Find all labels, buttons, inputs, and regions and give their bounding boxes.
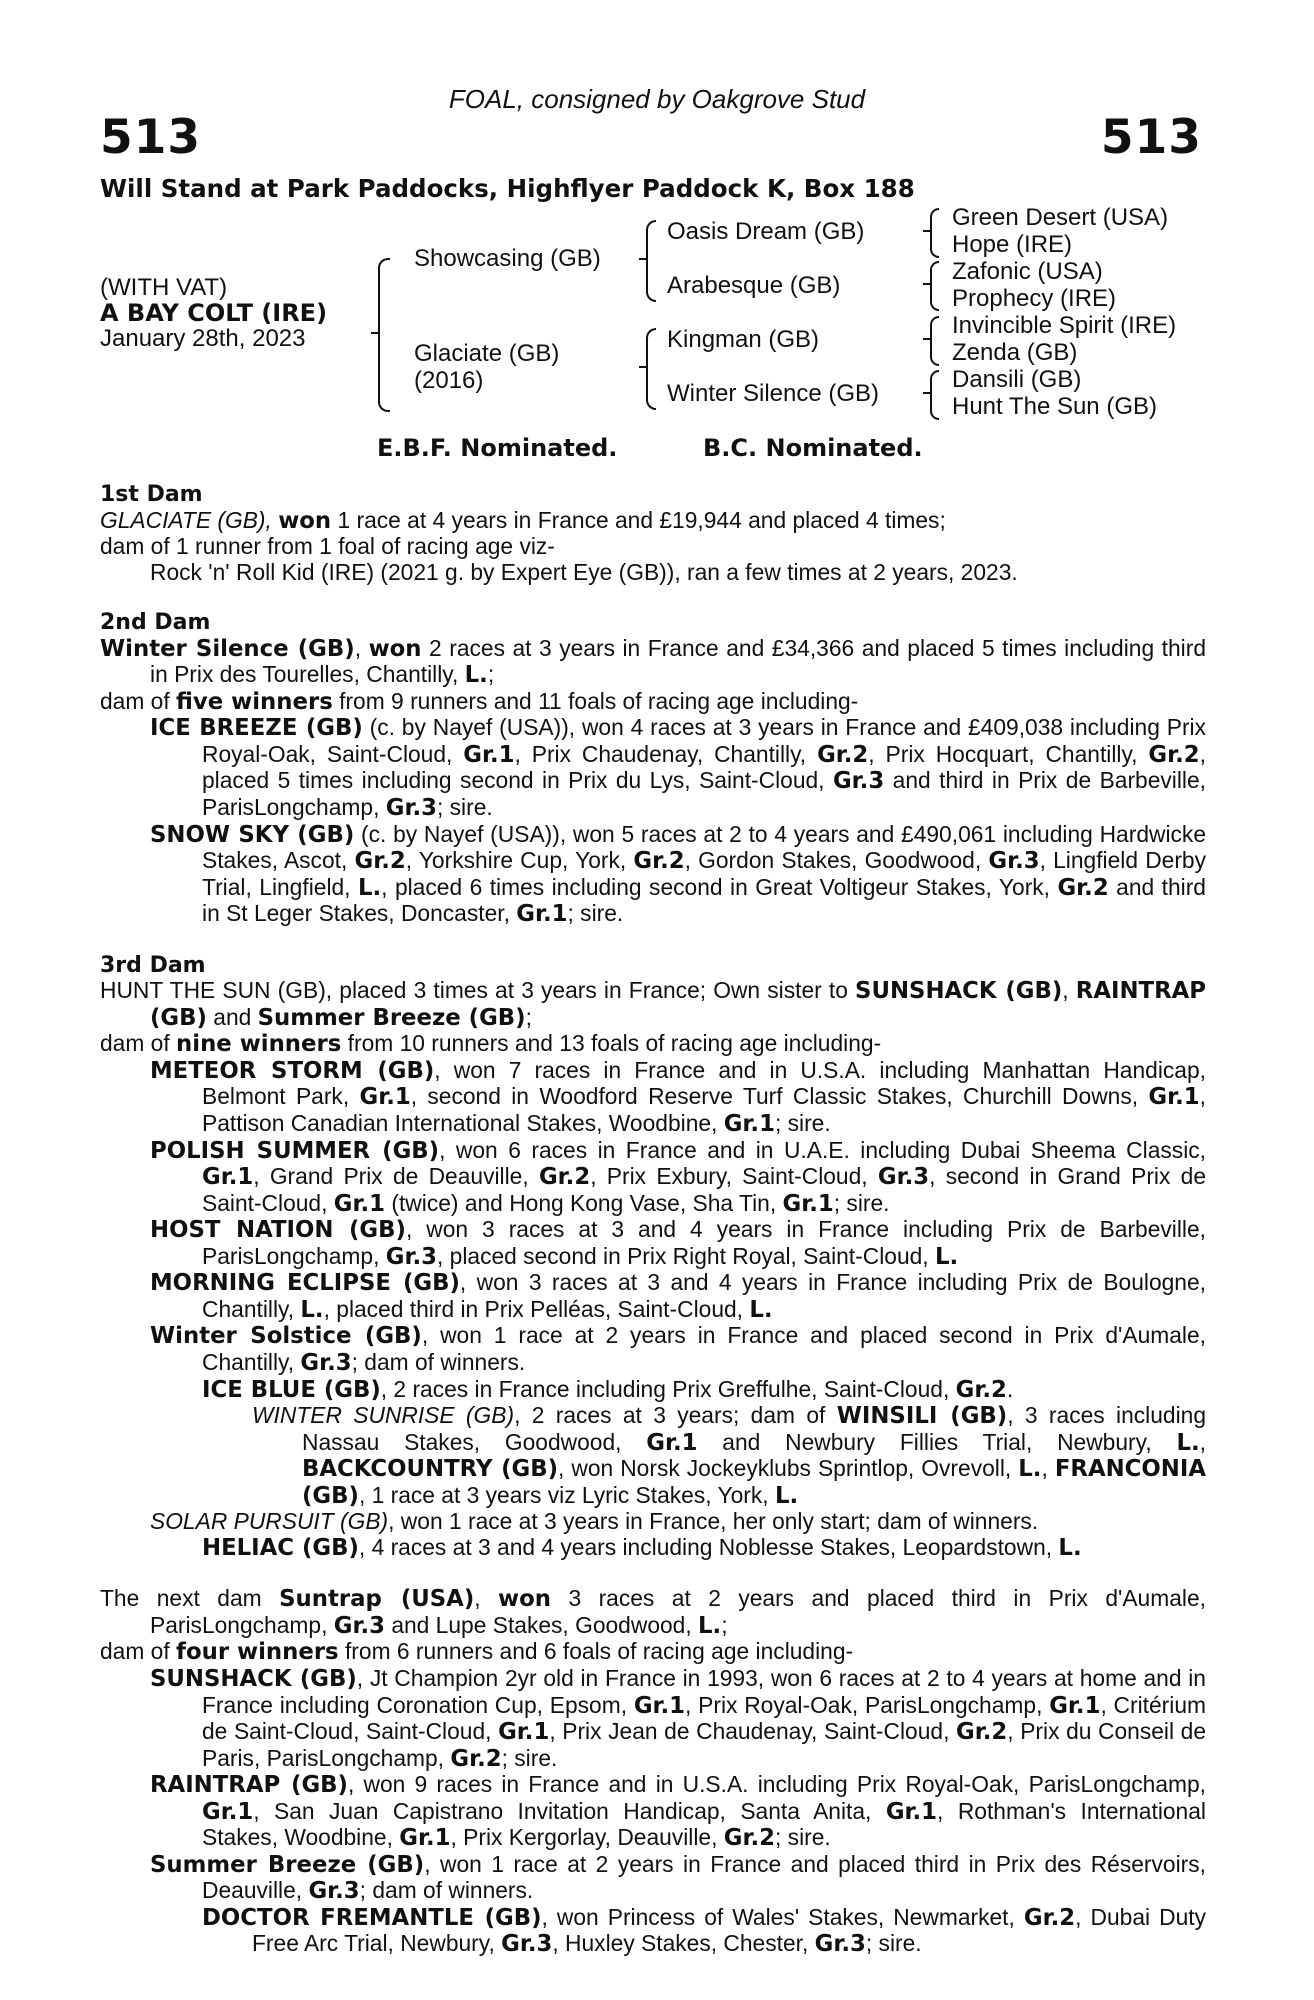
summer-breeze-entry: Summer Breeze (GB), won 1 race at 2 years in France and placed third in Prix des Réservoirs, Deauville, Gr.3; dam of winners.	[150, 1850, 1206, 1905]
first-dam-name: GLACIATE (GB),	[100, 506, 272, 533]
stand-info: Will Stand at Park Paddocks, Highflyer Paddock K, Box 188	[100, 174, 915, 203]
pedigree-brace-g3-4-tip	[923, 392, 930, 394]
pedigree-brace-g3-4	[930, 370, 939, 420]
doctor-fremantle-entry: DOCTOR FREMANTLE (GB), won Princess of Wales' Stakes, Newmarket, Gr.2, Dubai Duty Free Arc Trial, Newbury, Gr.3, Huxley Stakes, Chester, Gr.3; sire.	[202, 1903, 1206, 1958]
next-dam-produce-summary: dam of four winners from 6 runners and 6 foals of racing age including-	[100, 1638, 854, 1666]
pedigree-brace-sire	[646, 220, 656, 302]
second-dam-won: won	[368, 635, 422, 662]
first-dam-runner: Rock 'n' Roll Kid (IRE) (2021 g. by Expert Eye (GB)), ran a few times at 2 years, 2023.	[150, 558, 1018, 585]
third-dam-produce-summary: dam of nine winners from 10 runners and 13 foals of racing age including-	[100, 1030, 882, 1058]
second-dam-name: Winter Silence (GB)	[100, 635, 355, 662]
pedigree-sire-sire: Oasis Dream (GB)	[667, 218, 865, 245]
sunshack-entry: SUNSHACK (GB), Jt Champion 2yr old in France in 1993, won 6 races at 2 to 4 years at home and in France including Coronation Cup, Epsom, Gr.1, Prix Royal-Oak, ParisLongchamp, Gr.1, Critérium de Saint-Cloud, Saint-Cloud, Gr.1, Prix Jean de Chaudenay, Saint-Cloud, Gr.2, Prix du Conseil de Paris, ParisLongchamp, Gr.2; sire.	[150, 1664, 1207, 1772]
pedigree-g3-8: Hunt The Sun (GB)	[952, 393, 1157, 420]
pedigree-g3-1: Green Desert (USA)	[952, 204, 1169, 231]
first-dam-record	[100, 508, 1206, 535]
pedigree-brace-g3-3	[930, 316, 939, 366]
ebf-nominated: E.B.F. Nominated.	[377, 434, 618, 462]
consignor-line: FOAL, consigned by Oakgrove Stud	[448, 84, 866, 114]
ice-blue-entry: ICE BLUE (GB), 2 races in France including Prix Greffulhe, Saint-Cloud, Gr.2.	[202, 1375, 1014, 1403]
vat-label: (WITH VAT)	[100, 274, 228, 301]
pedigree-brace-dam	[646, 328, 656, 410]
pedigree-brace-dam-tip	[639, 366, 646, 368]
first-dam-record-text: 1 race at 4 years in France and £19,944 and placed 4 times;	[331, 506, 946, 533]
pedigree-g3-4: Prophecy (IRE)	[952, 285, 1117, 312]
pedigree-brace-main	[378, 258, 390, 412]
lot-number-left: 513	[100, 110, 202, 165]
third-dam-record: HUNT THE SUN (GB), placed 3 times at 3 years in France; Own sister to SUNSHACK (GB), RAINTRAP (GB) and Summer Breeze (GB);	[100, 977, 1206, 1031]
first-dam-produce-summary: dam of 1 runner from 1 foal of racing age viz-	[100, 533, 555, 560]
meteor-storm-entry: METEOR STORM (GB), won 7 races in France and in U.S.A. including Manhattan Handicap, Belmont Park, Gr.1, second in Woodford Reserve Turf Classic Stakes, Churchill Downs, Gr.1, Pattison Canadian International Stakes, Woodbine, Gr.1; sire.	[150, 1056, 1206, 1138]
third-dam-heading: 3rd Dam	[100, 952, 206, 978]
pedigree-brace-main-tip	[371, 332, 378, 334]
second-dam-produce-summary: dam of five winners from 9 runners and 11 foals of racing age including-	[100, 687, 859, 715]
winter-sunrise-entry: WINTER SUNRISE (GB), 2 races at 3 years; dam of WINSILI (GB), 3 races including Nassau Stakes, Goodwood, Gr.1 and Newbury Fillies Trial, Newbury, L., BACKCOUNTRY (GB), won Norsk Jockeyklubs Sprintlop, Ovrevoll, L., FRANCONIA (GB), 1 race at 3 years viz Lyric Stakes, York, L.	[252, 1402, 1206, 1509]
host-nation-entry: HOST NATION (GB), won 3 races at 3 and 4 years in France including Prix de Barbeville, ParisLongchamp, Gr.3, placed second in Prix Right Royal, Saint-Cloud, L.	[150, 1216, 1207, 1270]
next-dam-record: The next dam Suntrap (USA), won 3 races at 2 years and placed third in Prix d'Aumale, ParisLongchamp, Gr.3 and Lupe Stakes, Goodwood, L.;	[100, 1585, 1206, 1639]
pedigree-brace-g3-1	[930, 208, 939, 258]
lot-number-right: 513	[1100, 110, 1202, 165]
pedigree-g3-3: Zafonic (USA)	[952, 258, 1103, 285]
foaling-date: January 28th, 2023	[100, 325, 306, 352]
bc-nominated: B.C. Nominated.	[703, 434, 923, 462]
ice-breeze-name: ICE BREEZE (GB)	[150, 715, 363, 742]
snow-sky-name: SNOW SKY (GB)	[150, 821, 355, 848]
pedigree-brace-g3-1-tip	[923, 230, 930, 232]
horse-name: A BAY COLT (IRE)	[100, 299, 328, 327]
heliac-entry: HELIAC (GB), 4 races at 3 and 4 years including Noblesse Stakes, Leopardstown, L.	[202, 1533, 1082, 1561]
catalogue-body	[100, 482, 1206, 1958]
pedigree-g3-7: Dansili (GB)	[952, 366, 1082, 393]
raintrap-entry: RAINTRAP (GB), won 9 races in France and in U.S.A. including Prix Royal-Oak, ParisLongchamp, Gr.1, San Juan Capistrano Invitation Handicap, Santa Anita, Gr.1, Rothman's International Stakes, Woodbine, Gr.1, Prix Kergorlay, Deauville, Gr.2; sire.	[150, 1771, 1206, 1852]
pedigree-g3-6: Zenda (GB)	[952, 339, 1078, 366]
pedigree-brace-g3-2	[930, 261, 939, 311]
pedigree-brace-sire-tip	[639, 258, 646, 260]
pedigree-sire-dam: Arabesque (GB)	[667, 272, 841, 299]
snow-sky-entry: SNOW SKY (GB) (c. by Nayef (USA)), won 5 races at 2 to 4 years and £490,061 including Hardwicke Stakes, Ascot, Gr.2, Yorkshire Cup, York, Gr.2, Gordon Stakes, Goodwood, Gr.3, Lingfield Derby Trial, Lingfield, L., placed 6 times including second in Great Voltigeur Stakes, York, Gr.2 and third in St Leger Stakes, Doncaster, Gr.1; sire.	[150, 820, 1207, 928]
pedigree-brace-g3-2-tip	[923, 283, 930, 285]
ice-breeze-entry: ICE BREEZE (GB) (c. by Nayef (USA)), won 4 races at 3 years in France and £409,038 including Prix Royal-Oak, Saint-Cloud, Gr.1, Prix Chaudenay, Chantilly, Gr.2, Prix Hocquart, Chantilly, Gr.2, placed 5 times including second in Prix du Lys, Saint-Cloud, Gr.3 and third in Prix de Barbeville, ParisLongchamp, Gr.3; sire.	[150, 714, 1207, 822]
winter-solstice-entry: Winter Solstice (GB), won 1 race at 2 years in France and placed second in Prix d'Aumale, Chantilly, Gr.3; dam of winners.	[150, 1322, 1206, 1376]
second-dam-heading: 2nd Dam	[100, 610, 211, 636]
pedigree-dam-year: (2016)	[414, 367, 484, 394]
pedigree-dam-dam: Winter Silence (GB)	[667, 380, 880, 407]
first-dam-won: won	[278, 507, 332, 534]
pedigree-dam-sire: Kingman (GB)	[667, 326, 820, 353]
solar-pursuit-entry: SOLAR PURSUIT (GB), won 1 race at 3 years in France, her only start; dam of winners.	[150, 1508, 1039, 1535]
polish-summer-entry: POLISH SUMMER (GB), won 6 races in France and in U.A.E. including Dubai Sheema Classic, Gr.1, Grand Prix de Deauville, Gr.2, Prix Exbury, Saint-Cloud, Gr.3, second in Grand Prix de Saint-Cloud, Gr.1 (twice) and Hong Kong Vase, Sha Tin, Gr.1; sire.	[150, 1136, 1206, 1217]
first-dam-heading: 1st Dam	[100, 482, 203, 507]
pedigree-brace-g3-3-tip	[923, 338, 930, 340]
morning-eclipse-entry: MORNING ECLIPSE (GB), won 3 races at 3 and 4 years in France including Prix de Boulogne, Chantilly, L., placed third in Prix Pelléas, Saint-Cloud, L.	[150, 1269, 1207, 1323]
pedigree-g3-5: Invincible Spirit (IRE)	[952, 312, 1177, 339]
pedigree-g3-2: Hope (IRE)	[952, 231, 1073, 258]
pedigree-dam: Glaciate (GB)	[414, 340, 560, 367]
second-dam-record: Winter Silence (GB), won 2 races at 3 years in France and £34,366 and placed 5 times including third in Prix des Tourelles, Chantilly, L.;	[100, 634, 1206, 689]
pedigree-sire: Showcasing (GB)	[414, 245, 601, 272]
